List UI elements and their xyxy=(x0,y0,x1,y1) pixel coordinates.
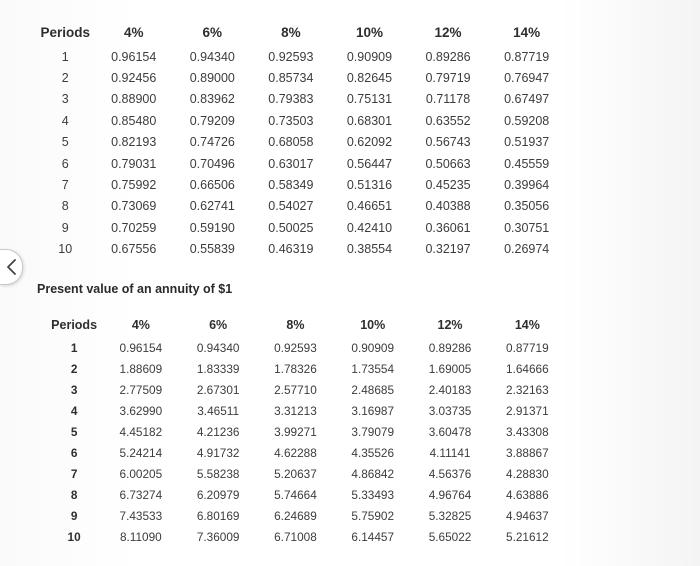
table-header-row xyxy=(36,18,566,46)
factor-cell: 0.70496 xyxy=(189,156,235,171)
factor-cell: 0.66506 xyxy=(189,178,235,193)
back-button[interactable] xyxy=(0,249,23,285)
factor-cell: 4.11141 xyxy=(429,446,471,461)
factor-cell: 0.63017 xyxy=(268,156,314,171)
factor-cell: 0.45559 xyxy=(504,156,550,171)
factor-cell: 0.94340 xyxy=(189,49,235,64)
period-cell: 5 xyxy=(61,135,69,150)
factor-cell: 0.56447 xyxy=(346,156,393,171)
period-cell: 8 xyxy=(70,488,78,503)
factor-cell: 2.91371 xyxy=(506,403,549,418)
factor-cell: 0.79383 xyxy=(268,92,314,107)
factor-cell: 0.90909 xyxy=(351,340,395,355)
factor-cell: 1.64666 xyxy=(506,361,549,376)
period-cell: 1 xyxy=(61,49,69,64)
factor-cell: 1.83339 xyxy=(196,361,240,376)
factor-cell: 0.96154 xyxy=(119,340,163,355)
rate-header: 12% xyxy=(434,24,462,40)
factor-cell: 0.74726 xyxy=(189,135,235,150)
factor-cell: 0.71178 xyxy=(425,92,471,107)
factor-cell: 6.73274 xyxy=(119,488,163,503)
table-row xyxy=(46,358,566,379)
factor-cell: 3.62990 xyxy=(119,403,163,418)
factor-cell: 0.87719 xyxy=(506,340,549,355)
factor-cell: 0.92456 xyxy=(111,71,157,86)
factor-cell: 3.60478 xyxy=(428,424,472,439)
factor-cell: 0.94340 xyxy=(196,340,240,355)
factor-cell: 4.21236 xyxy=(196,424,240,439)
annuity-table xyxy=(46,313,566,548)
factor-cell: 2.67301 xyxy=(196,382,240,397)
table-header-row xyxy=(46,313,566,337)
factor-cell: 3.99271 xyxy=(274,424,317,439)
factor-cell: 8.11090 xyxy=(119,530,162,545)
factor-cell: 0.30751 xyxy=(504,220,550,235)
factor-cell: 0.54027 xyxy=(268,199,314,214)
factor-cell: 0.70259 xyxy=(111,220,157,235)
factor-cell: 0.79031 xyxy=(111,156,157,171)
factor-cell: 2.77509 xyxy=(119,382,163,397)
factor-cell: 1.88609 xyxy=(119,361,163,376)
period-cell: 10 xyxy=(58,242,73,257)
present-value-table xyxy=(36,18,566,260)
rate-header: 12% xyxy=(437,318,463,332)
factor-cell: 0.59190 xyxy=(189,220,235,235)
table-row xyxy=(46,506,566,527)
factor-cell: 6.80169 xyxy=(196,509,240,524)
factor-cell: 0.89286 xyxy=(425,49,471,64)
factor-cell: 4.45182 xyxy=(119,424,163,439)
factor-cell: 4.56376 xyxy=(428,467,472,482)
factor-cell: 6.00205 xyxy=(119,467,163,482)
period-cell: 5 xyxy=(70,424,78,439)
factor-cell: 0.82645 xyxy=(346,71,393,86)
factor-cell: 0.88900 xyxy=(111,92,157,107)
rate-header: 10% xyxy=(360,318,386,332)
factor-cell: 0.45235 xyxy=(425,178,471,193)
period-cell: 6 xyxy=(70,446,78,461)
factor-cell: 1.73554 xyxy=(351,361,395,376)
table-row xyxy=(46,442,566,463)
table-row xyxy=(46,421,566,442)
factor-cell: 3.79079 xyxy=(351,424,395,439)
factor-cell: 0.87719 xyxy=(504,49,550,64)
factor-cell: 0.42410 xyxy=(346,220,393,235)
factor-cell: 0.73069 xyxy=(111,199,157,214)
rate-header: 6% xyxy=(209,318,228,332)
factor-cell: 4.94637 xyxy=(506,509,549,524)
factor-cell: 6.20979 xyxy=(196,488,240,503)
factor-cell: 0.89286 xyxy=(428,340,472,355)
factor-cell: 0.62741 xyxy=(189,199,235,214)
factor-cell: 6.24689 xyxy=(274,509,317,524)
factor-cell: 0.51316 xyxy=(346,178,393,193)
factor-cell: 0.38554 xyxy=(346,242,393,257)
period-cell: 2 xyxy=(70,361,78,376)
factor-cell: 0.85734 xyxy=(268,71,314,86)
factor-cell: 0.58349 xyxy=(268,178,314,193)
factor-cell: 0.79719 xyxy=(425,71,471,86)
rate-header: 6% xyxy=(202,24,223,40)
factor-cell: 5.32825 xyxy=(428,509,472,524)
factor-cell: 0.85480 xyxy=(111,113,157,128)
factor-cell: 6.14457 xyxy=(351,530,395,545)
factor-cell: 0.75992 xyxy=(111,178,157,193)
rate-header: 4% xyxy=(123,24,144,40)
factor-cell: 5.75902 xyxy=(351,509,395,524)
period-cell: 4 xyxy=(61,113,69,128)
table-row xyxy=(36,217,566,238)
factor-cell: 1.78326 xyxy=(274,361,317,376)
rate-header: 10% xyxy=(355,24,383,40)
table-row xyxy=(46,527,566,548)
factor-cell: 0.76947 xyxy=(504,71,550,86)
table-row xyxy=(46,379,566,400)
rate-header: 8% xyxy=(286,318,305,332)
factor-cell: 1.69005 xyxy=(428,361,472,376)
factor-cell: 3.46511 xyxy=(197,403,240,418)
rate-header: 4% xyxy=(131,318,150,332)
factor-cell: 4.63886 xyxy=(506,488,549,503)
table-row xyxy=(36,153,566,174)
factor-cell: 3.16987 xyxy=(351,403,395,418)
factor-cell: 5.24214 xyxy=(119,446,163,461)
period-cell: 2 xyxy=(61,71,69,86)
factor-cell: 0.63552 xyxy=(425,113,471,128)
factor-cell: 0.75131 xyxy=(346,92,393,107)
period-cell: 8 xyxy=(61,199,69,214)
factor-cell: 0.35056 xyxy=(504,199,550,214)
rate-header: 14% xyxy=(513,24,541,40)
factor-cell: 6.71008 xyxy=(274,530,317,545)
period-cell: 10 xyxy=(67,530,81,545)
period-cell: 9 xyxy=(70,509,78,524)
factor-cell: 4.35526 xyxy=(351,446,395,461)
factor-cell: 0.50663 xyxy=(425,156,471,171)
factor-cell: 5.21612 xyxy=(506,530,549,545)
factor-cell: 0.55839 xyxy=(189,242,235,257)
factor-cell: 7.36009 xyxy=(196,530,240,545)
factor-cell: 0.59208 xyxy=(504,113,550,128)
table-row xyxy=(36,46,566,67)
period-cell: 6 xyxy=(61,156,69,171)
factor-cell: 0.46319 xyxy=(268,242,314,257)
factor-cell: 0.40388 xyxy=(425,199,471,214)
period-cell: 1 xyxy=(70,340,78,355)
table-row xyxy=(46,400,566,421)
period-cell: 3 xyxy=(61,92,69,107)
period-cell: 7 xyxy=(61,178,69,193)
factor-cell: 0.32197 xyxy=(425,242,471,257)
factor-cell: 0.62092 xyxy=(346,135,393,150)
rate-header: 14% xyxy=(514,318,540,332)
factor-cell: 3.31213 xyxy=(274,403,317,418)
table-row xyxy=(36,174,566,195)
factor-cell: 3.03735 xyxy=(428,403,472,418)
factor-cell: 5.33493 xyxy=(351,488,395,503)
factor-cell: 0.26974 xyxy=(504,242,550,257)
factor-cell: 4.28830 xyxy=(506,467,549,482)
factor-cell: 0.46651 xyxy=(346,199,393,214)
period-cell: 3 xyxy=(70,382,78,397)
factor-cell: 0.73503 xyxy=(268,113,314,128)
factor-cell: 0.83962 xyxy=(189,92,235,107)
table-row xyxy=(36,89,566,110)
table-row xyxy=(36,196,566,217)
factor-cell: 2.32163 xyxy=(506,382,549,397)
factor-cell: 0.68301 xyxy=(346,113,393,128)
factor-cell: 4.91732 xyxy=(196,446,240,461)
table-row xyxy=(36,132,566,153)
periods-header: Periods xyxy=(40,24,90,40)
factor-cell: 0.39964 xyxy=(504,178,550,193)
factor-cell: 0.67497 xyxy=(504,92,550,107)
table-row xyxy=(46,485,566,506)
factor-cell: 2.57710 xyxy=(274,382,317,397)
factor-cell: 0.68058 xyxy=(268,135,314,150)
table-row xyxy=(36,67,566,88)
rate-header: 8% xyxy=(281,24,301,40)
period-cell: 7 xyxy=(70,467,78,482)
factor-cell: 3.88867 xyxy=(506,446,549,461)
factor-cell: 0.92593 xyxy=(268,49,314,64)
factor-cell: 5.74664 xyxy=(274,488,317,503)
factor-cell: 4.96764 xyxy=(428,488,472,503)
table-row xyxy=(36,110,566,131)
annuity-section-title: Present value of an annuity of $1 xyxy=(37,282,233,296)
factor-cell: 7.43533 xyxy=(119,509,163,524)
factor-cell: 0.96154 xyxy=(111,49,157,64)
factor-cell: 5.58238 xyxy=(196,467,240,482)
table-row xyxy=(46,337,566,358)
factor-cell: 0.50025 xyxy=(268,220,314,235)
factor-cell: 2.48685 xyxy=(351,382,395,397)
factor-cell: 4.86842 xyxy=(351,467,395,482)
factor-cell: 5.20637 xyxy=(274,467,317,482)
table-row xyxy=(46,464,566,485)
factor-cell: 5.65022 xyxy=(428,530,472,545)
period-cell: 9 xyxy=(61,220,69,235)
factor-cell: 3.43308 xyxy=(506,424,549,439)
factor-cell: 0.90909 xyxy=(346,49,393,64)
factor-cell: 0.89000 xyxy=(189,71,235,86)
factor-cell: 0.67556 xyxy=(111,242,157,257)
factor-cell: 0.56743 xyxy=(425,135,471,150)
periods-header: Periods xyxy=(51,318,98,332)
factor-cell: 4.62288 xyxy=(274,446,317,461)
factor-cell: 2.40183 xyxy=(428,382,472,397)
factor-cell: 0.82193 xyxy=(111,135,157,150)
factor-cell: 0.92593 xyxy=(274,340,317,355)
factor-cell: 0.36061 xyxy=(425,220,471,235)
factor-cell: 0.51937 xyxy=(504,135,550,150)
chevron-left-icon xyxy=(5,258,17,276)
table-row xyxy=(36,239,566,260)
factor-cell: 0.79209 xyxy=(189,113,235,128)
period-cell: 4 xyxy=(70,403,78,418)
